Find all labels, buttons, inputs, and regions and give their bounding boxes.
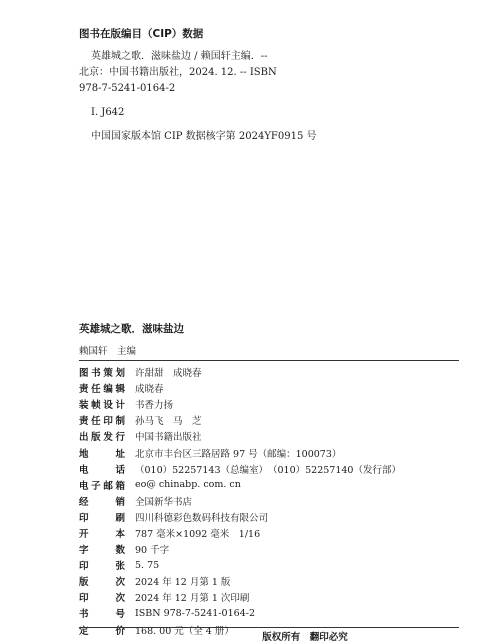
credit-label-char: 价 <box>115 625 125 637</box>
credit-value: 中国书籍出版社 <box>135 432 202 444</box>
credit-label-char: 本 <box>115 528 125 540</box>
credit-label-char: 书 <box>91 368 101 380</box>
credits-list <box>79 364 459 638</box>
book-title: 英雄城之歌．滋味盐边 <box>79 323 184 335</box>
credit-value: 许甜甜 成晓春 <box>135 368 202 380</box>
credit-row <box>79 380 459 396</box>
credit-value: 787 毫米×1092 毫米 1/16 <box>135 528 261 540</box>
credit-value: 全国新华书店 <box>135 496 193 508</box>
credit-row <box>79 396 459 412</box>
credit-value: 孙马飞 马 芝 <box>135 416 202 428</box>
credit-label-char: 印 <box>79 593 89 605</box>
credit-label-char: 责 <box>79 384 89 396</box>
credit-label-char: 电 <box>79 464 89 476</box>
credit-label-char: 印 <box>79 561 89 573</box>
credit-label-char: 数 <box>115 545 125 557</box>
credit-label-char: 责 <box>79 416 89 428</box>
credit-label-char: 电 <box>79 480 89 492</box>
credit-label <box>79 381 125 395</box>
cip-line: 978-7-5241-0164-2 <box>79 83 176 94</box>
credit-value: 成晓春 <box>135 384 164 396</box>
credit-label <box>79 478 125 492</box>
credit-label-char: 设 <box>103 400 113 412</box>
credit-label <box>79 413 125 427</box>
copyright-notice: 版权所有 翻印必究 <box>262 632 348 643</box>
credit-label-char: 子 <box>91 480 101 492</box>
credit-label <box>79 446 125 460</box>
credit-label <box>79 574 125 588</box>
credit-label <box>79 526 125 540</box>
credit-label-char: 版 <box>79 577 89 589</box>
credit-label-char: 任 <box>91 416 101 428</box>
credit-value: 书香力扬 <box>135 400 174 412</box>
credit-label <box>79 606 125 620</box>
cip-classification: Ⅰ. J642 <box>91 107 125 118</box>
cip-line: 英雄城之歌．滋味盐边 / 赖国轩主编．-- <box>91 51 268 62</box>
credit-label-char: 印 <box>79 512 89 524</box>
credit-row <box>79 364 459 380</box>
credit-value: eo@ chinabp. com. cn <box>135 479 241 491</box>
credit-row <box>79 541 459 557</box>
credit-label-char: 址 <box>115 448 125 460</box>
credit-label-char: 话 <box>115 464 125 476</box>
credit-row <box>79 461 459 477</box>
credit-label-char: 划 <box>115 368 125 380</box>
credit-label <box>79 397 125 411</box>
credit-row <box>79 573 459 589</box>
credit-label-char: 版 <box>91 432 101 444</box>
credit-row <box>79 412 459 428</box>
credit-row <box>79 493 459 509</box>
credit-row <box>79 428 459 444</box>
credit-row <box>79 557 459 573</box>
credit-value: ISBN 978-7-5241-0164-2 <box>135 607 255 619</box>
credit-row <box>79 509 459 525</box>
credit-row <box>79 525 459 541</box>
credit-value: 2024 年 12 月第 1 次印刷 <box>135 593 250 605</box>
credit-row <box>79 444 459 460</box>
credit-label <box>79 558 125 572</box>
credit-label-char: 行 <box>115 432 125 444</box>
credit-value: 5. 75 <box>135 559 160 571</box>
credit-label-char: 印 <box>103 416 113 428</box>
book-editor: 赖国轩 主编 <box>79 346 137 357</box>
credit-label <box>79 365 125 379</box>
credit-label-char: 发 <box>103 432 113 444</box>
credit-label-char: 帧 <box>91 400 101 412</box>
credit-label-char: 箱 <box>115 480 125 492</box>
credit-label <box>79 510 125 524</box>
credit-label-char: 制 <box>115 416 125 428</box>
credit-label-char: 销 <box>115 496 125 508</box>
credit-label <box>79 494 125 508</box>
credit-value: 四川科德彩色数码科技有限公司 <box>135 512 269 524</box>
credit-label-char: 经 <box>79 496 89 508</box>
credit-label-char: 字 <box>79 545 89 557</box>
credit-value: （010）52257143（总编室） （010）52257140（发行部） <box>135 464 401 476</box>
credit-label <box>79 462 125 476</box>
credit-label-char: 邮 <box>103 480 113 492</box>
credit-label-char: 计 <box>115 400 125 412</box>
credit-value: 2024 年 12 月第 1 版 <box>135 577 231 589</box>
credit-value: 90 千字 <box>135 545 170 557</box>
credit-label-char: 次 <box>115 577 125 589</box>
credit-label-char: 次 <box>115 593 125 605</box>
credit-label <box>79 542 125 556</box>
credit-label-char: 任 <box>91 384 101 396</box>
credit-label-char: 号 <box>115 609 125 621</box>
credit-label-char: 书 <box>79 609 89 621</box>
credit-row <box>79 605 459 621</box>
credit-label-char: 地 <box>79 448 89 460</box>
credit-label-char: 编 <box>103 384 113 396</box>
cip-data-block <box>79 26 419 145</box>
credit-label <box>79 429 125 443</box>
credit-value: 北京市丰台区三路居路 97 号（邮编：100073） <box>135 448 342 460</box>
credit-label-char: 辑 <box>115 384 125 396</box>
credit-label-char: 开 <box>79 528 89 540</box>
cip-title: 图书在版编目（CIP）数据 <box>79 28 204 40</box>
credit-row <box>79 589 459 605</box>
cip-record-number: 中国国家版本馆 CIP 数据核字第 2024YF0915 号 <box>91 131 317 142</box>
credit-label-char: 出 <box>79 432 89 444</box>
divider-bottom <box>79 627 459 628</box>
credit-label-char: 策 <box>103 368 113 380</box>
credit-label-char: 张 <box>115 561 125 573</box>
cip-line: 北京：中国书籍出版社，2024. 12. -- ISBN <box>79 67 277 78</box>
credit-row <box>79 477 459 493</box>
credit-label <box>79 590 125 604</box>
credit-value: 168. 00 元（全 4 册） <box>135 625 234 637</box>
divider-top <box>79 360 459 361</box>
credit-label-char: 刷 <box>115 512 125 524</box>
credit-label-char: 定 <box>79 625 89 637</box>
credit-label-char: 装 <box>79 400 89 412</box>
credit-label-char: 图 <box>79 368 89 380</box>
